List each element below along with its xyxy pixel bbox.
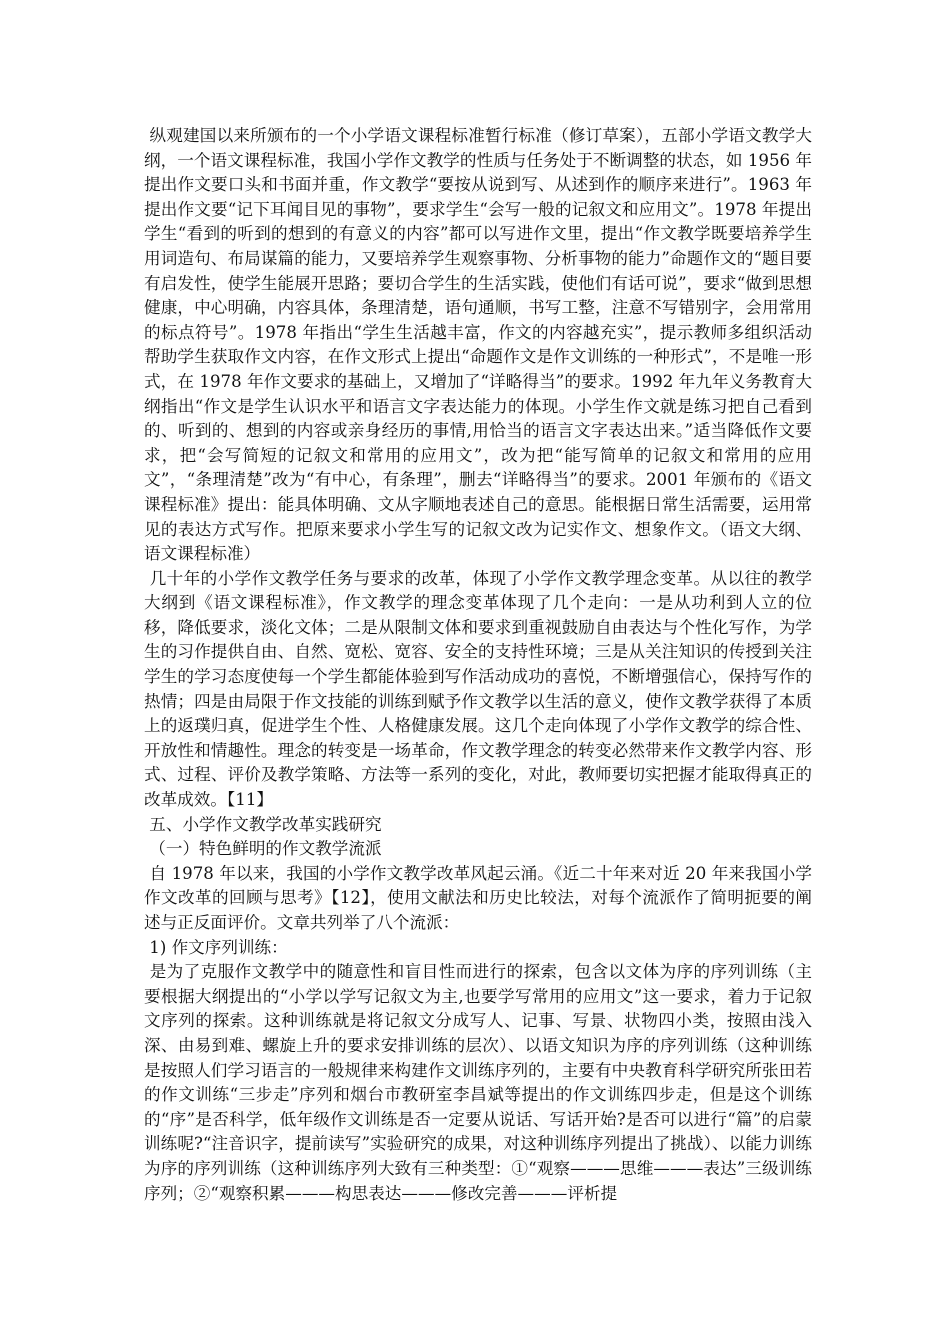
subsection-heading: （一）特色鲜明的作文教学流派 (144, 839, 382, 859)
list-item-heading: 1) 作文序列训练： (144, 937, 288, 957)
document-body (144, 124, 812, 1206)
paragraph-concept-reform: 几十年的小学作文教学任务与要求的改革，体现了小学作文教学理念变革。从以往的教学大纲到《语文课程标准》，作文教学的理念变革体现了几个走向：一是从功利到人立的位移，降低要求，淡化文体；二是从限制文体和要求到重视鼓励自由表达与个性化写作，为学生的习作提供自由、自然、宽松、宽容、安全的支持性环境；三是从关注知识的传授到关注学生的学习态度使每一个学生都能体验到写作活动成功的喜悦，不断增强信心，保持写作的热情；四是由局限于作文技能的训练到赋予作文教学以生活的意义，使作文教学获得了本质上的返璞归真，促进学生个性、人格健康发展。这几个走向体现了小学作文教学的综合性、开放性和情趣性。理念的转变是一场革命，作文教学理念的转变必然带来作文教学内容、形式、过程、评价及教学策略、方法等一系列的变化，对此，教师要切实把握才能取得真正的改革成效。【11】 (144, 568, 813, 810)
paragraph-schools-intro: 自 1978 年以来，我国的小学作文教学改革风起云涌。《近二十年来对近 20 年来我国小学作文改革的回顾与思考》【12】，使用文献法和历史比较法，对每个流派作了简明扼要的阐述与正反面评价。文章共列举了八个流派： (144, 863, 812, 932)
section-heading: 五、小学作文教学改革实践研究 (144, 814, 382, 834)
paragraph-sequence-training: 是为了克服作文教学中的随意性和盲目性而进行的探索，包含以文体为序的序列训练（主要根据大纲提出的“小学以学写记叙文为主,也要学写常用的应用文”这一要求，着力于记叙文序列的探索。这种训练就是将记叙文分成写人、记事、写景、状物四小类，按照由浅入深、由易到难、螺旋上升的要求安排训练的层次）、以语文知识为序的序列训练（这种训练是按照人们学习语言的一般规律来构建作文训练序列的，主要有中央教育科学研究所张田若的作文训练“三步走”序列和烟台市教研室李昌斌等提出的作文训练四步走，但是这个训练的“序”是否科学，低年级作文训练是否一定要从说话、写话开始?是否可以进行“篇”的启蒙训练呢?“注音识字，提前读写”实验研究的成果，对这种训练序列提出了挑战）、以能力训练为序的序列训练（这种训练序列大致有三种类型：①“观察———思维———表达”三级训练序列；②“观察积累———构思表达———修改完善———评析提 (144, 962, 813, 1203)
paragraph-curriculum-history: 纵观建国以来所颁布的一个小学语文课程标准暂行标准（修订草案），五部小学语文教学大纲，一个语文课程标准，我国小学作文教学的性质与任务处于不断调整的状态，如 1956 年提出作文要口头和书面并重，作文教学“要按从说到写、从述到作的顺序来进行”。1963 年提出作文要“记下耳闻目见的事物”，要求学生“会写一般的记叙文和应用文”。1978 年提出学生“看到的听到的想到的有意义的内容”都可以写进作文里，提出“作文教学既要培养学生用词造句、布局谋篇的能力，又要培养学生观察事物、分析事物的能力”命题作文的“题目要有启发性，使学生能展开思路；要切合学生的生活实践，使他们有话可说”，要求“做到思想健康，中心明确，内容具体，条理清楚，语句通顺，书写工整，注意不写错别字，会用常用的标点符号”。1978 年指出“学生生活越丰富，作文的内容越充实”，提示教师多组织活动帮助学生获取作文内容，在作文形式上提出“命题作文是作文训练的一种形式”，不是唯一形式，在 1978 年作文要求的基础上，又增加了“详略得当”的要求。1992 年九年义务教育大纲指出“作文是学生认识水平和语言文字表达能力的体现。小学生作文就是练习把自己看到的、听到的、想到的内容或亲身经历的事情,用恰当的语言文字表达出来。”适当降低作文要求，把“会写简短的记叙文和常用的应用文”，改为把“能写简单的记叙文和常用的应用文”，“条理清楚”改为“有中心，有条理”，删去“详略得当”的要求。2001 年颁布的《语文课程标准》提出：能具体明确、文从字顺地表述自己的意思。能根据日常生活需要，运用常见的表达方式写作。把原来要求小学生写的记叙文改为记实作文、想象作文。（语文大纲、语文课程标准） (144, 126, 813, 564)
